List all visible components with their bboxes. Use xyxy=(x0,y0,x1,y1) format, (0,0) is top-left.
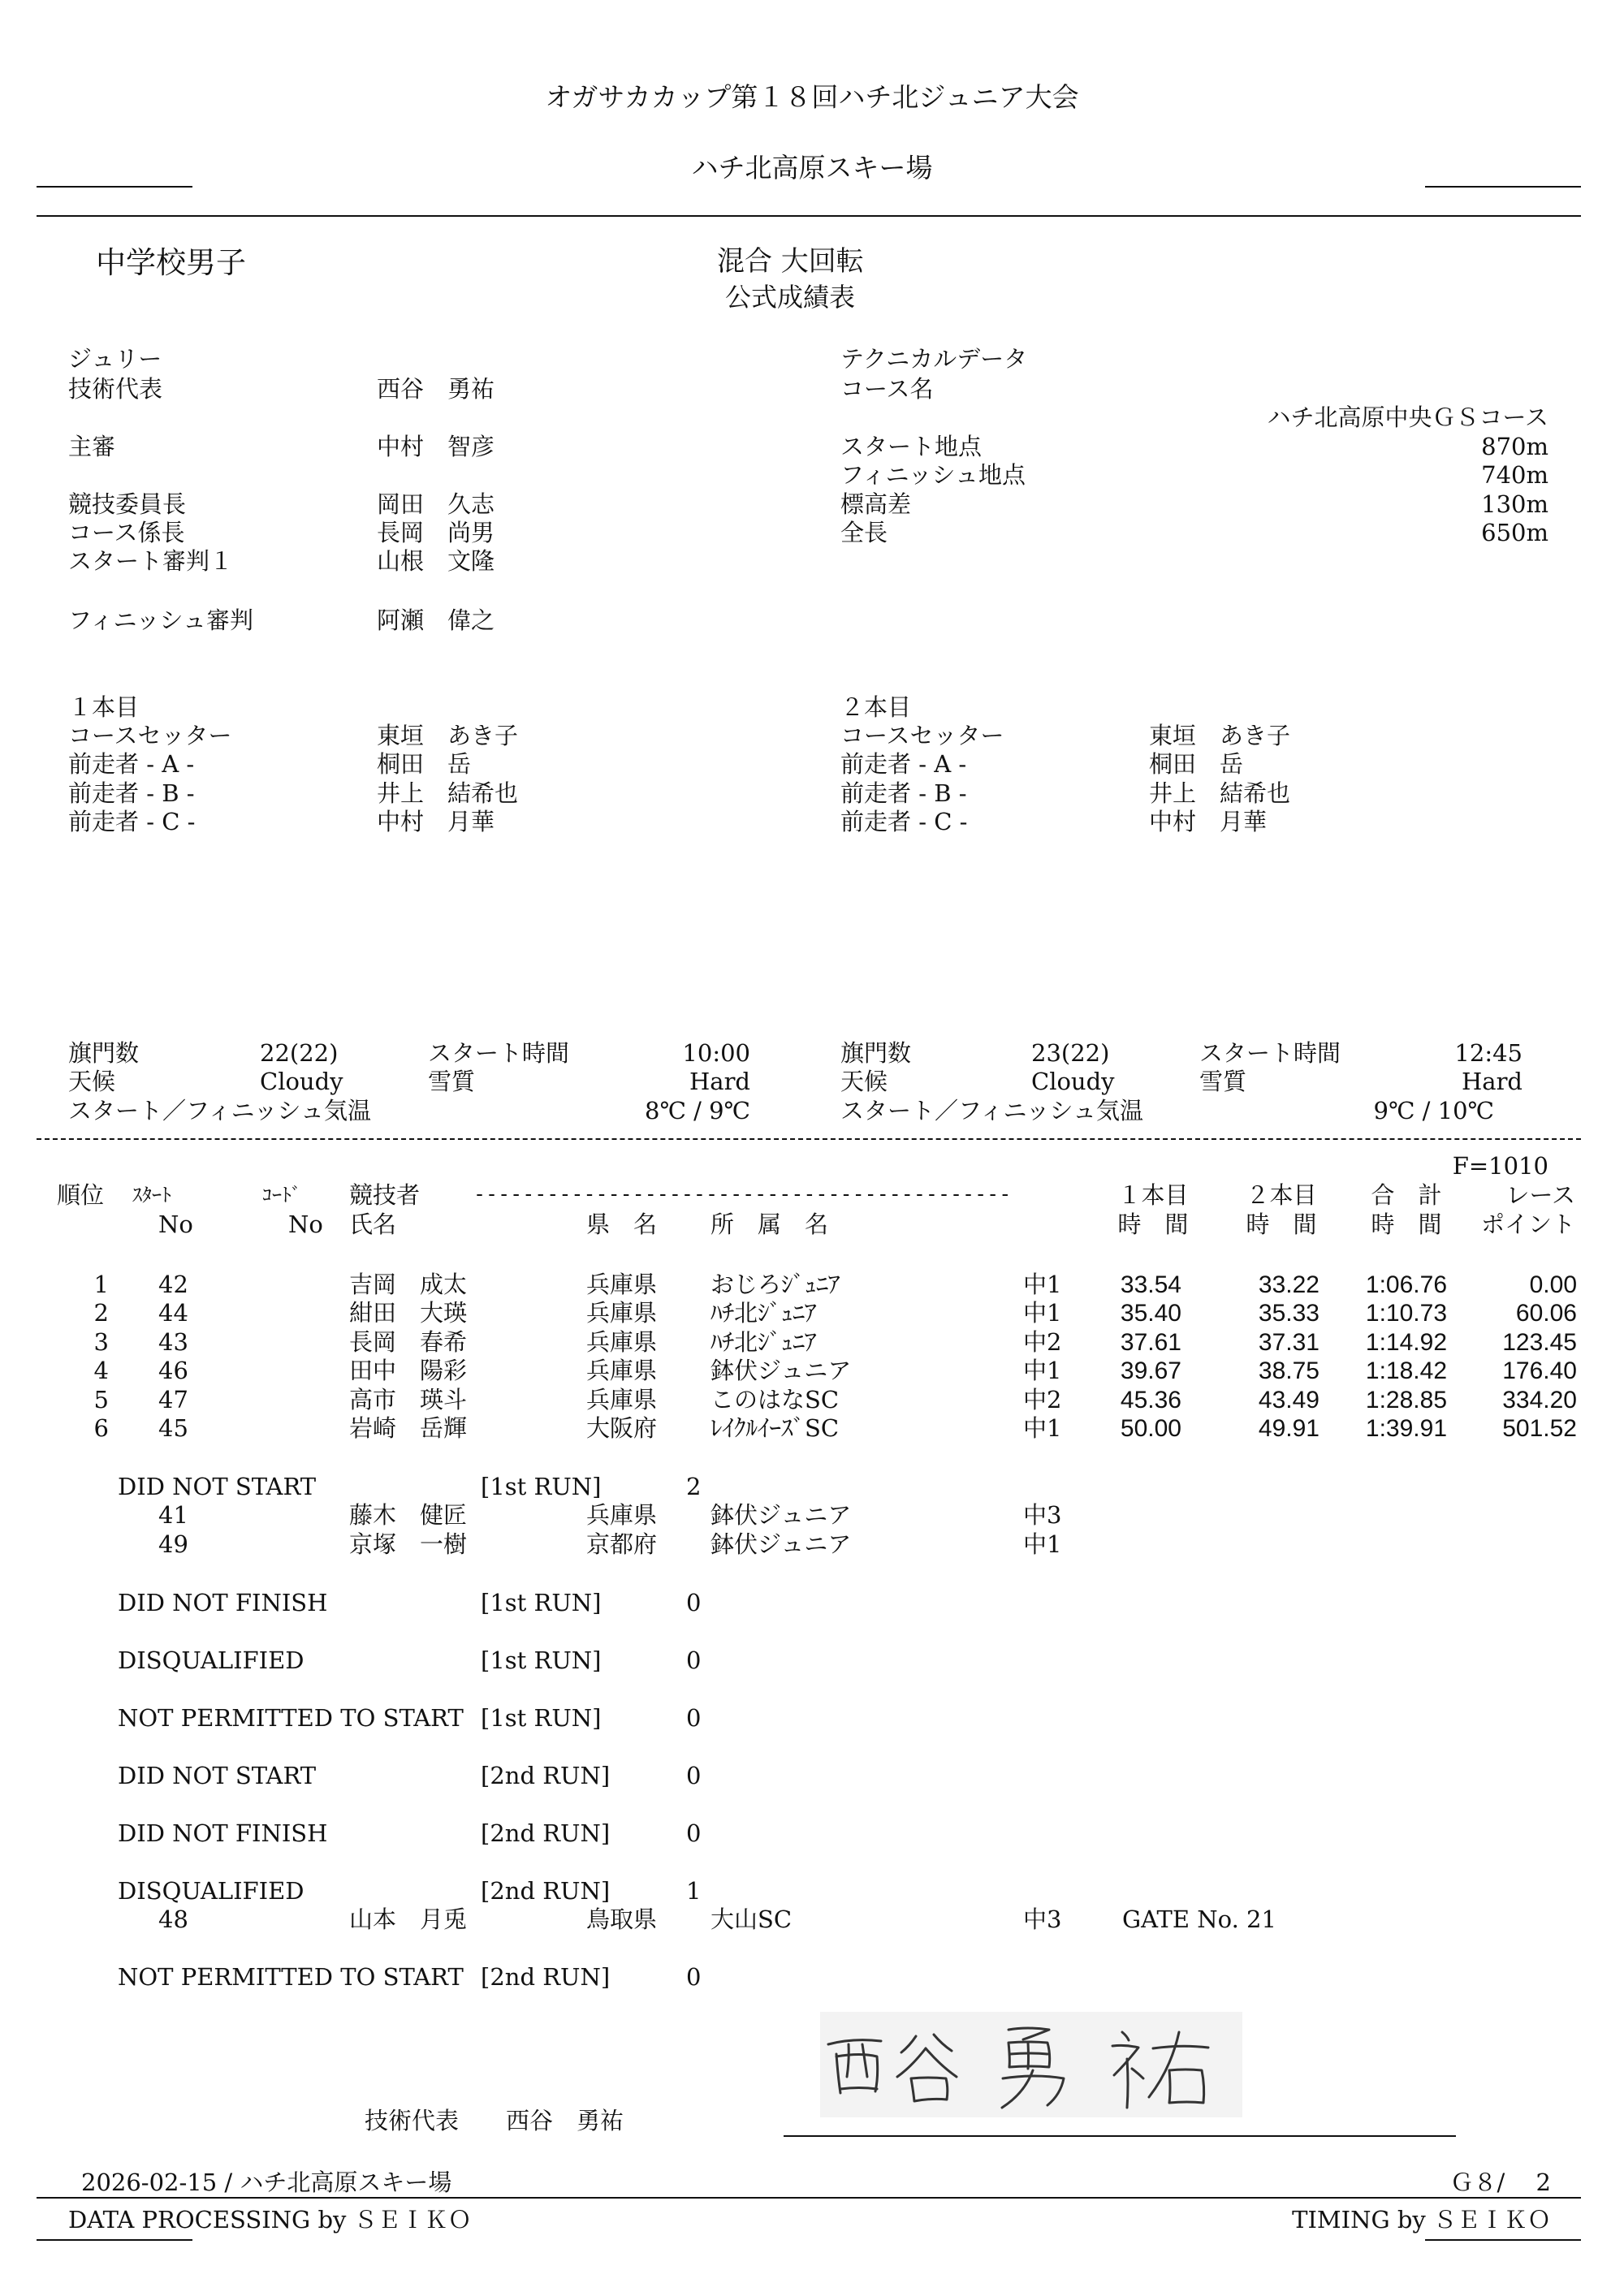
run2-staff-role: 前走者 - B - xyxy=(840,779,967,807)
header-total: 合 計 xyxy=(1371,1181,1442,1209)
run2-staff-role: コースセッター xyxy=(840,722,1004,749)
run1-gates: 22(22) xyxy=(260,1039,339,1067)
status-count: 0 xyxy=(686,1704,702,1732)
grade: 中2 xyxy=(1023,1328,1062,1356)
technical-value: 650m xyxy=(1481,519,1548,546)
race-points: 0.00 xyxy=(1529,1271,1577,1298)
signature-line xyxy=(784,2135,1456,2137)
table-row xyxy=(0,1414,1624,1446)
footer-rule-left xyxy=(37,2239,192,2241)
run2-temp: 9℃ / 10℃ xyxy=(1373,1097,1494,1124)
technical-label: 標高差 xyxy=(840,490,912,518)
run1-staff-name: 井上 結希也 xyxy=(377,779,519,807)
grade: 中1 xyxy=(1023,1530,1062,1558)
status-entry xyxy=(0,1501,1624,1533)
header-dashes: -------------------------------------------- xyxy=(473,1182,1012,1206)
run2-staff-role: 前走者 - C - xyxy=(840,808,968,835)
jury-role: 主審 xyxy=(68,433,116,460)
run2-staff-name: 東垣 あき子 xyxy=(1149,722,1291,749)
prefecture: 兵庫県 xyxy=(586,1328,658,1356)
club: ﾊﾁ北ｼﾞｭﾆｱ xyxy=(710,1299,817,1327)
run1-time: 35.40 xyxy=(1120,1300,1181,1327)
run1-heading: １本目 xyxy=(68,693,140,721)
club: ﾊﾁ北ｼﾞｭﾆｱ xyxy=(710,1328,817,1356)
jury-role: フィニッシュ審判 xyxy=(68,606,253,634)
status-run: [2nd RUN] xyxy=(481,1963,611,1991)
header-bib-no: No xyxy=(158,1211,193,1238)
bib: 42 xyxy=(158,1271,188,1298)
run1-time: 39.67 xyxy=(1120,1357,1181,1384)
jury-role: 技術代表 xyxy=(68,375,163,403)
run1-staff-name: 東垣 あき子 xyxy=(377,722,519,749)
prefecture: 兵庫県 xyxy=(586,1501,658,1529)
grade: 中3 xyxy=(1023,1905,1062,1933)
run2-time: 43.49 xyxy=(1258,1387,1320,1413)
grade: 中1 xyxy=(1023,1357,1062,1384)
table-row xyxy=(0,1273,1624,1302)
header-start: ｽﾀｰﾄ xyxy=(132,1184,171,1206)
rank: 1 xyxy=(93,1271,109,1298)
technical-label: 全長 xyxy=(840,519,888,546)
course-label: コース名 xyxy=(840,375,934,403)
race-points: 501.52 xyxy=(1502,1415,1577,1442)
total-time: 1:14.92 xyxy=(1365,1329,1447,1356)
event-title: オガサカカップ第１８回ハチ北ジュニア大会 xyxy=(545,81,1079,113)
race-points: 334.20 xyxy=(1502,1387,1577,1413)
run1-time: 50.00 xyxy=(1120,1415,1181,1442)
run1-staff-role: 前走者 - A - xyxy=(68,750,195,778)
venue-title: ハチ北高原スキー場 xyxy=(691,152,933,183)
run1-temp: 8℃ / 9℃ xyxy=(645,1097,750,1124)
total-time: 1:28.85 xyxy=(1365,1387,1447,1413)
run2-staff-name: 井上 結希也 xyxy=(1149,779,1291,807)
signature-name: 西谷 勇祐 xyxy=(506,2107,624,2134)
technical-heading: テクニカルデータ xyxy=(840,345,1028,373)
race-category: 中学校男子 xyxy=(96,245,246,280)
header-competitor: 競技者 xyxy=(349,1181,421,1209)
document-type: 公式成績表 xyxy=(725,282,856,313)
jury-role: 競技委員長 xyxy=(68,490,187,518)
rank: 2 xyxy=(93,1299,109,1327)
technical-label: スタート地点 xyxy=(840,433,983,460)
bib: 41 xyxy=(158,1501,188,1529)
run2-temp-label: スタート／フィニッシュ気温 xyxy=(840,1097,1143,1124)
footer-page-code: Ｇ８/ 2 xyxy=(1449,2169,1551,2196)
run2-snow: Hard xyxy=(1461,1068,1522,1095)
run1-staff-role: コースセッター xyxy=(68,722,232,749)
status-count: 0 xyxy=(686,1589,702,1616)
bib: 46 xyxy=(158,1357,188,1384)
competitor-name: 藤木 健匠 xyxy=(349,1501,468,1529)
signature-label: 技術代表 xyxy=(365,2107,460,2134)
run2-time: 37.31 xyxy=(1258,1329,1320,1356)
status-count: 0 xyxy=(686,1646,702,1674)
competitor-name: 高市 瑛斗 xyxy=(349,1386,468,1413)
status-run: [1st RUN] xyxy=(481,1704,602,1732)
competitor-name: 長岡 春希 xyxy=(349,1328,468,1356)
status-label: DISQUALIFIED xyxy=(118,1877,304,1905)
club: 鉢伏ジュニア xyxy=(710,1530,852,1558)
header-time3: 時 間 xyxy=(1371,1211,1442,1238)
run1-weather-label: 天候 xyxy=(68,1068,116,1095)
run2-staff-name: 桐田 岳 xyxy=(1149,750,1244,778)
status-label: NOT PERMITTED TO START xyxy=(118,1704,464,1732)
jury-name: 中村 智彦 xyxy=(377,433,495,460)
club: このはなSC xyxy=(710,1386,840,1413)
status-label: NOT PERMITTED TO START xyxy=(118,1963,464,1991)
run2-gates-label: 旗門数 xyxy=(840,1039,912,1067)
run2-weather-label: 天候 xyxy=(840,1068,888,1095)
technical-value: 870m xyxy=(1481,433,1548,460)
jury-name: 阿瀬 偉之 xyxy=(377,606,495,634)
run2-snow-label: 雪質 xyxy=(1199,1068,1247,1095)
club: おじろｼﾞｭﾆｱ xyxy=(710,1271,840,1298)
run1-snow-label: 雪質 xyxy=(428,1068,476,1095)
jury-name: 西谷 勇祐 xyxy=(377,375,495,403)
header-divider xyxy=(37,215,1581,217)
run2-time: 49.91 xyxy=(1258,1415,1320,1442)
race-points: 176.40 xyxy=(1502,1357,1577,1384)
club: 鉢伏ジュニア xyxy=(710,1357,852,1384)
status-count: 0 xyxy=(686,1762,702,1789)
race-points: 60.06 xyxy=(1515,1300,1577,1327)
club: 鉢伏ジュニア xyxy=(710,1501,852,1529)
club: ﾚｲｸﾙｲｰｽﾞSC xyxy=(710,1414,840,1442)
footer-timing: TIMING by ＳＥＩＫＯ xyxy=(1292,2206,1551,2233)
rank: 5 xyxy=(93,1386,109,1413)
technical-value: 740m xyxy=(1481,461,1548,489)
run2-time: 35.33 xyxy=(1258,1300,1320,1327)
status-count: 1 xyxy=(686,1877,702,1905)
bib: 48 xyxy=(158,1905,188,1933)
run1-start-time-label: スタート時間 xyxy=(428,1039,570,1067)
run1-time: 45.36 xyxy=(1120,1387,1181,1413)
header-race: レース xyxy=(1505,1181,1575,1209)
header-pref: 県 名 xyxy=(586,1211,658,1238)
prefecture: 大阪府 xyxy=(586,1414,658,1442)
prefecture: 鳥取県 xyxy=(586,1905,658,1933)
rank: 3 xyxy=(93,1328,109,1356)
race-discipline: 混合 大回転 xyxy=(717,245,864,278)
header-code: ｺｰﾄﾞ xyxy=(262,1184,301,1206)
grade: 中1 xyxy=(1023,1299,1062,1327)
bib: 47 xyxy=(158,1386,188,1413)
run1-staff-role: 前走者 - B - xyxy=(68,779,195,807)
run2-staff-role: 前走者 - A - xyxy=(840,750,967,778)
header-club: 所 属 名 xyxy=(710,1211,829,1238)
status-label: DID NOT FINISH xyxy=(118,1589,328,1616)
status-count: 0 xyxy=(686,1819,702,1847)
jury-name: 岡田 久志 xyxy=(377,490,495,518)
signature-image xyxy=(820,2012,1242,2117)
prefecture: 兵庫県 xyxy=(586,1386,658,1413)
prefecture: 兵庫県 xyxy=(586,1299,658,1327)
competitor-name: 岩崎 岳輝 xyxy=(349,1414,468,1442)
prefecture: 京都府 xyxy=(586,1530,658,1558)
total-time: 1:06.76 xyxy=(1365,1271,1447,1298)
status-label: DISQUALIFIED xyxy=(118,1646,304,1674)
run1-staff-name: 桐田 岳 xyxy=(377,750,472,778)
bib: 45 xyxy=(158,1414,188,1442)
footer-data-processing: DATA PROCESSING by ＳＥＩＫＯ xyxy=(68,2206,472,2233)
f-value: F=1010 xyxy=(1452,1152,1548,1180)
status-run: [2nd RUN] xyxy=(481,1762,611,1789)
rank: 4 xyxy=(93,1357,109,1384)
total-time: 1:39.91 xyxy=(1365,1415,1447,1442)
header-time1: 時 間 xyxy=(1117,1211,1189,1238)
run2-start-time: 12:45 xyxy=(1454,1039,1522,1067)
run1-time: 33.54 xyxy=(1120,1271,1181,1298)
run1-start-time: 10:00 xyxy=(682,1039,750,1067)
jury-role: スタート審判１ xyxy=(68,547,234,575)
run1-staff-role: 前走者 - C - xyxy=(68,808,196,835)
header-run2: ２本目 xyxy=(1246,1181,1317,1209)
header-code-no: No xyxy=(288,1211,323,1238)
table-row xyxy=(0,1328,1624,1360)
header-name: 氏名 xyxy=(349,1211,397,1238)
run1-staff-name: 中村 月華 xyxy=(377,808,495,835)
status-run: [1st RUN] xyxy=(481,1646,602,1674)
competitor-name: 山本 月兎 xyxy=(349,1905,468,1933)
total-time: 1:18.42 xyxy=(1365,1357,1447,1384)
total-time: 1:10.73 xyxy=(1365,1300,1447,1327)
status-entry xyxy=(0,1905,1624,1937)
header-points: ポイント xyxy=(1480,1211,1575,1238)
status-entry xyxy=(0,1530,1624,1562)
competitor-name: 紺田 大瑛 xyxy=(349,1299,468,1327)
grade: 中3 xyxy=(1023,1501,1062,1529)
grade: 中1 xyxy=(1023,1271,1062,1298)
run1-snow: Hard xyxy=(689,1068,750,1095)
run2-gates: 23(22) xyxy=(1031,1039,1110,1067)
handwritten-signature-icon xyxy=(820,2012,1242,2117)
table-row xyxy=(0,1301,1624,1331)
bib: 44 xyxy=(158,1299,188,1327)
jury-role: コース係長 xyxy=(68,519,185,546)
bib: 43 xyxy=(158,1328,188,1356)
competitor-name: 田中 陽彩 xyxy=(349,1357,468,1384)
status-label: DID NOT FINISH xyxy=(118,1819,328,1847)
run2-staff-name: 中村 月華 xyxy=(1149,808,1268,835)
club: 大山SC xyxy=(710,1905,793,1933)
run1-temp-label: スタート／フィニッシュ気温 xyxy=(68,1097,371,1124)
section-divider xyxy=(37,1138,1581,1140)
status-count: 0 xyxy=(686,1963,702,1991)
status-count: 2 xyxy=(686,1473,702,1500)
header-time2: 時 間 xyxy=(1246,1211,1317,1238)
run1-weather: Cloudy xyxy=(260,1068,343,1095)
header-rule-right xyxy=(1425,186,1581,188)
header-run1: １本目 xyxy=(1117,1181,1189,1209)
run2-heading: ２本目 xyxy=(840,693,912,721)
run2-time: 33.22 xyxy=(1258,1271,1320,1298)
prefecture: 兵庫県 xyxy=(586,1357,658,1384)
table-row xyxy=(0,1359,1624,1388)
table-row xyxy=(0,1388,1624,1418)
competitor-name: 吉岡 成太 xyxy=(349,1271,468,1298)
grade: 中2 xyxy=(1023,1386,1062,1413)
race-points: 123.45 xyxy=(1502,1329,1577,1356)
course-name: ハチ北高原中央ＧＳコース xyxy=(1267,404,1548,431)
header-rank: 順位 xyxy=(57,1181,105,1209)
jury-name: 山根 文隆 xyxy=(377,547,495,575)
status-run: [2nd RUN] xyxy=(481,1819,611,1847)
jury-heading: ジュリー xyxy=(68,345,162,373)
status-label: DID NOT START xyxy=(118,1762,317,1789)
run2-weather: Cloudy xyxy=(1031,1068,1115,1095)
disqualification-note: GATE No. 21 xyxy=(1122,1905,1276,1933)
footer-rule-right xyxy=(1425,2239,1581,2241)
competitor-name: 京塚 一樹 xyxy=(349,1530,468,1558)
status-run: [2nd RUN] xyxy=(481,1877,611,1905)
rank: 6 xyxy=(93,1414,109,1442)
run1-gates-label: 旗門数 xyxy=(68,1039,140,1067)
technical-value: 130m xyxy=(1481,490,1548,518)
grade: 中1 xyxy=(1023,1414,1062,1442)
jury-name: 長岡 尚男 xyxy=(377,519,495,546)
run2-time: 38.75 xyxy=(1258,1357,1320,1384)
bib: 49 xyxy=(158,1530,188,1558)
footer-date-venue: 2026-02-15 / ハチ北高原スキー場 xyxy=(81,2169,452,2196)
footer-rule xyxy=(37,2197,1581,2199)
technical-label: フィニッシュ地点 xyxy=(840,461,1026,489)
status-run: [1st RUN] xyxy=(481,1473,602,1500)
prefecture: 兵庫県 xyxy=(586,1271,658,1298)
run2-start-time-label: スタート時間 xyxy=(1199,1039,1341,1067)
header-rule-left xyxy=(37,186,192,188)
status-run: [1st RUN] xyxy=(481,1589,602,1616)
run1-time: 37.61 xyxy=(1120,1329,1181,1356)
status-label: DID NOT START xyxy=(118,1473,317,1500)
